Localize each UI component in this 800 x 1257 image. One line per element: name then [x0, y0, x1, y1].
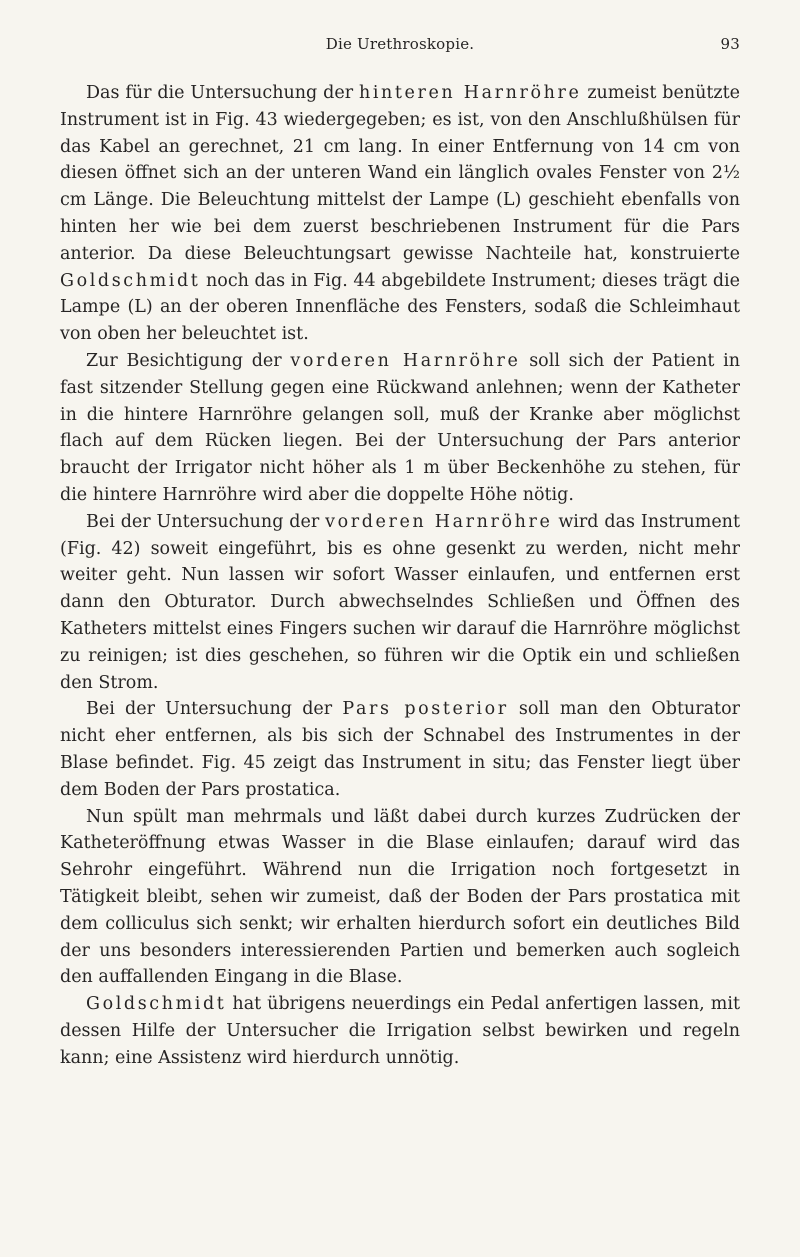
text-segment: hat übrigens neuerdings ein Pedal anfertigen lassen, mit dessen Hilfe der Untersucher die Irrigation selbst bewirken und regeln kann; eine Assistenz wird hierdurch unnötig. — [60, 994, 740, 1068]
emphasized-text: hinteren Harnröhre — [358, 83, 582, 103]
emphasized-text: Goldschmidt — [60, 270, 201, 291]
text-segment: Bei der Untersuchung der — [86, 699, 343, 720]
body-text — [60, 80, 740, 1071]
text-segment: noch das in Fig. 44 abgebildete Instrument; dieses trägt die Lampe (L) an der oberen Innenfläche des Fensters, sodaß die Schleimhaut von oben her beleuchtet ist. — [60, 270, 740, 345]
emphasized-text: Pars posterior — [342, 699, 509, 720]
paragraph — [60, 991, 740, 1071]
text-segment: zumeist benützte Instrument ist in Fig. 43 wiedergegeben; es ist, von den Anschlußhülsen für das Kabel an gerechnet, 21 cm lang. In einer Entfernung von 14 cm von diesen öffnet sich an der unteren Wand ein länglich ovales Fenster von 2½ cm Länge. Die Beleuchtung mittelst der Lampe (L) geschieht ebenfalls von hinten her wie bei dem zuerst beschriebenen Instrument für die Pars anterior. Da diese Beleuchtungsart gewisse Nachteile hat, konstruierte — [60, 83, 741, 264]
emphasized-text: Goldschmidt — [86, 994, 227, 1015]
text-segment: soll sich der Patient in fast sitzender Stellung gegen eine Rückwand anlehnen; wenn der Katheter in die hintere Harnröhre gelangen soll, muß der Kranke aber möglichst flach auf dem Rücken liegen. Bei der Untersuchung der Pars anterior braucht der Irrigator nicht höher als 1 m über Beckenhöhe zu stehen, für die hintere Harnröhre wird aber die doppelte Höhe nötig. — [60, 350, 740, 505]
running-title: Die Urethroskopie. — [325, 35, 475, 53]
text-segment: Das für die Untersuchung der — [86, 83, 359, 103]
paragraph — [60, 696, 740, 803]
emphasized-text: vorderen Harnröhre — [325, 511, 553, 532]
paragraph — [60, 80, 740, 348]
running-head — [60, 35, 740, 61]
text-segment: Zur Besichtigung der — [86, 350, 291, 371]
paragraph — [60, 509, 740, 697]
page-number: 93 — [720, 35, 740, 53]
emphasized-text: vorderen Harnröhre — [290, 350, 521, 371]
text-segment: wird das Instrument (Fig. 42) soweit eingeführt, bis es ohne gesenkt zu werden, nicht mehr weiter geht. Nun lassen wir sofort Wasser einlaufen, und entfernen erst dann den Obturator. Durch abwechselndes Schließen und Öffnen des Katheters mittelst eines Fingers suchen wir darauf die Harnröhre möglichst zu reinigen; ist dies geschehen, so führen wir die Optik ein und schließen den Strom. — [60, 511, 740, 693]
paragraph — [60, 348, 740, 509]
paragraph — [60, 804, 740, 992]
text-segment: Bei der Untersuchung der — [86, 511, 326, 532]
text-segment: Nun spült man mehrmals und läßt dabei durch kurzes Zudrücken der Katheteröffnung etwas Wasser in die Blase einlaufen; darauf wird das Sehrohr eingeführt. Während nun die Irrigation noch fortgesetzt in Tätigkeit bleibt, sehen wir zumeist, daß der Boden der Pars prostatica mit dem colliculus sich senkt; wir erhalten hierdurch sofort ein deutliches Bild der uns besonders interessierenden Partien und bemerken auch sogleich den auffallenden Eingang in die Blase. — [60, 806, 740, 988]
text-segment: soll man den Obturator nicht eher entfernen, als bis sich der Schnabel des Instrumentes in der Blase befindet. Fig. 45 zeigt das Instrument in situ; das Fenster liegt über dem Boden der Pars prostatica. — [60, 699, 740, 800]
